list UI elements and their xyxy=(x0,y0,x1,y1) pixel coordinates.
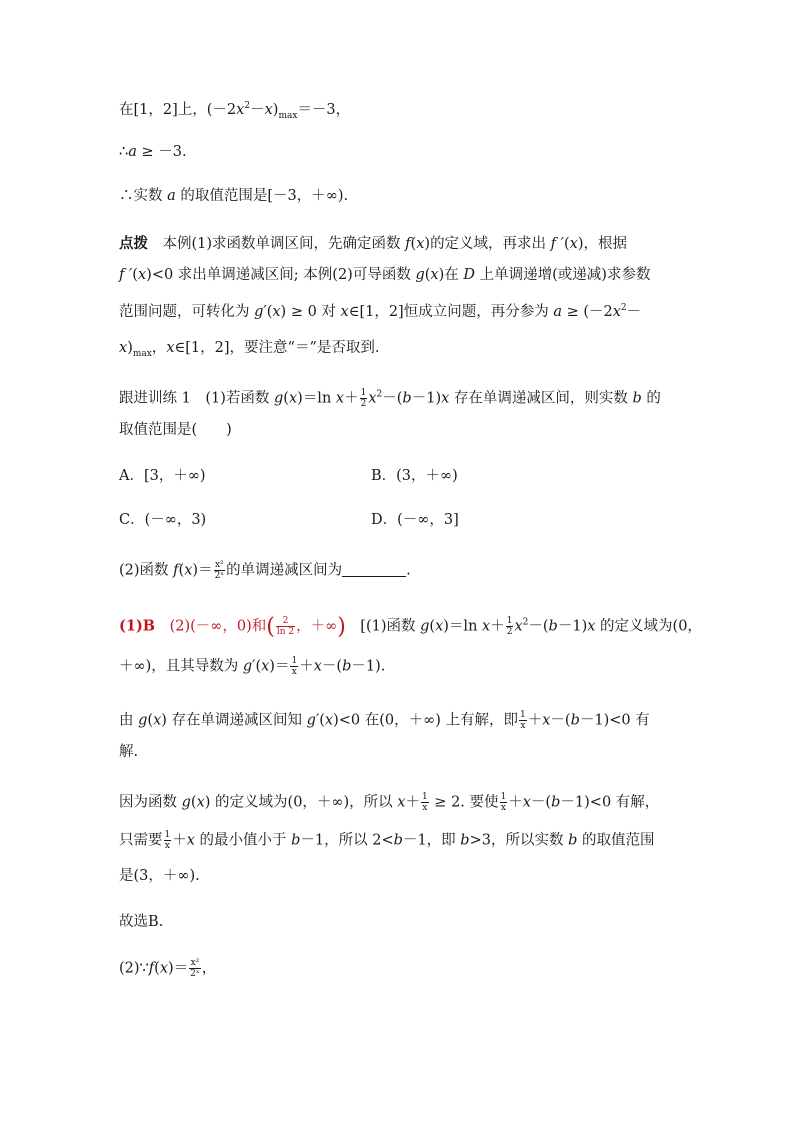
answer-line-3: 由 g(x) 存在单调递减区间知 g′(x)<0 在(0，＋∞) 上有解，即 $\frac{1}{x}$ ＋x－(b－1)<0 有 xyxy=(119,710,650,731)
exercise-line-2: 取值范围是( ) xyxy=(119,422,232,438)
fraction: $\frac{1}{x}$ xyxy=(164,830,171,851)
option-c: C．(－∞，3) xyxy=(119,512,207,528)
text-line-2: ∴a ≥ －3. xyxy=(119,144,187,160)
exercise-line-1: 跟进训练 1 (1)若函数 g(x)＝ln x＋ $\frac{1}{2}$ $x^2-(b-1)x$ 存在单调递减区间，则实数 b 的 xyxy=(119,388,661,409)
option-d: D．(－∞，3] xyxy=(371,512,459,528)
answer-2-prefix: (2)(－∞，0)和 xyxy=(155,618,267,635)
exercise-question-2: (2)函数 f(x)＝ $\frac{\text{x²}}{\text{2ˣ}}$ 的单调递减区间为 . xyxy=(119,560,411,581)
answer-line-1: (1)B (2)(－∞，0)和( $\frac{2}{\ln 2}$ ，＋∞) [(1)函数 g(x)＝ln x＋ $\frac{1}{2}$ $x^2-(b-1)x$ 的定义域为(0， xyxy=(119,614,702,640)
answer-line-6: 只需要 $\frac{1}{x}$ ＋x 的最小值小于 b－1，所以 2<b－1，即 b>3，所以实数 b 的取值范围 xyxy=(119,830,655,851)
fraction: $\frac{1}{2}$ xyxy=(506,616,513,637)
text-line-1: 在[1，2]上，$(-2x^2-x)_{max}=-3$， xyxy=(119,101,351,121)
answer-line-2: ＋∞)，且其导数为 g′(x)＝ $\frac{1}{x}$ ＋x－(b－1). xyxy=(119,656,386,677)
answer-blank xyxy=(342,562,406,577)
answer-line-9: (2)∵f(x)＝ $\frac{\text{x²}}{\text{2ˣ}}$ ， xyxy=(119,958,217,979)
answer-line-7: 是(3，＋∞). xyxy=(119,868,200,884)
fraction: $\frac{1}{x}$ xyxy=(421,792,428,813)
fraction: $\frac{2}{\ln 2}$ xyxy=(276,616,295,637)
fraction: $\frac{1}{2}$ xyxy=(360,388,367,409)
answer-line-4: 解. xyxy=(119,744,139,760)
answer-1: (1)B xyxy=(119,617,156,635)
tip-line-1: 点拨 本例(1)求函数单调区间，先确定函数 f(x)的定义域，再求出 f ′(x)，根据 xyxy=(119,235,627,252)
text-line-3: ∴实数 a 的取值范围是[－3，＋∞). xyxy=(119,188,349,204)
tip-line-2: f ′(x)<0 求出单调递减区间; 本例(2)可导函数 g(x)在 D 上单调递增(或递减)求参数 xyxy=(119,267,651,283)
fraction: $\frac{1}{x}$ xyxy=(519,710,526,731)
tip-line-4: $x)_{max}$，x∈[1，2]，要注意“＝”是否取到. xyxy=(119,340,380,359)
fraction: $\frac{\text{x²}}{\text{2ˣ}}$ xyxy=(214,560,225,581)
fraction: $\frac{1}{x}$ xyxy=(291,656,298,677)
option-b: B．(3，＋∞) xyxy=(371,468,458,484)
tip-line-3: 范围问题，可转化为 g′(x) ≥ 0 对 x∈[1，2]恒成立问题，再分参为 $a \ge (-2x^2-$ xyxy=(119,303,642,320)
fraction: $\frac{1}{x}$ xyxy=(500,792,507,813)
fraction: $\frac{\text{x²}}{\text{2ˣ}}$ xyxy=(190,958,200,979)
answer-line-5: 因为函数 g(x) 的定义域为(0，＋∞)，所以 x＋ $\frac{1}{x}$ ≥ 2. 要使 $\frac{1}{x}$ ＋x－(b－1)<0 有解， xyxy=(119,792,660,813)
tip-label: 点拨 xyxy=(119,235,148,252)
option-a: A．[3，＋∞) xyxy=(119,468,206,484)
answer-line-8: 故选B. xyxy=(119,914,164,930)
